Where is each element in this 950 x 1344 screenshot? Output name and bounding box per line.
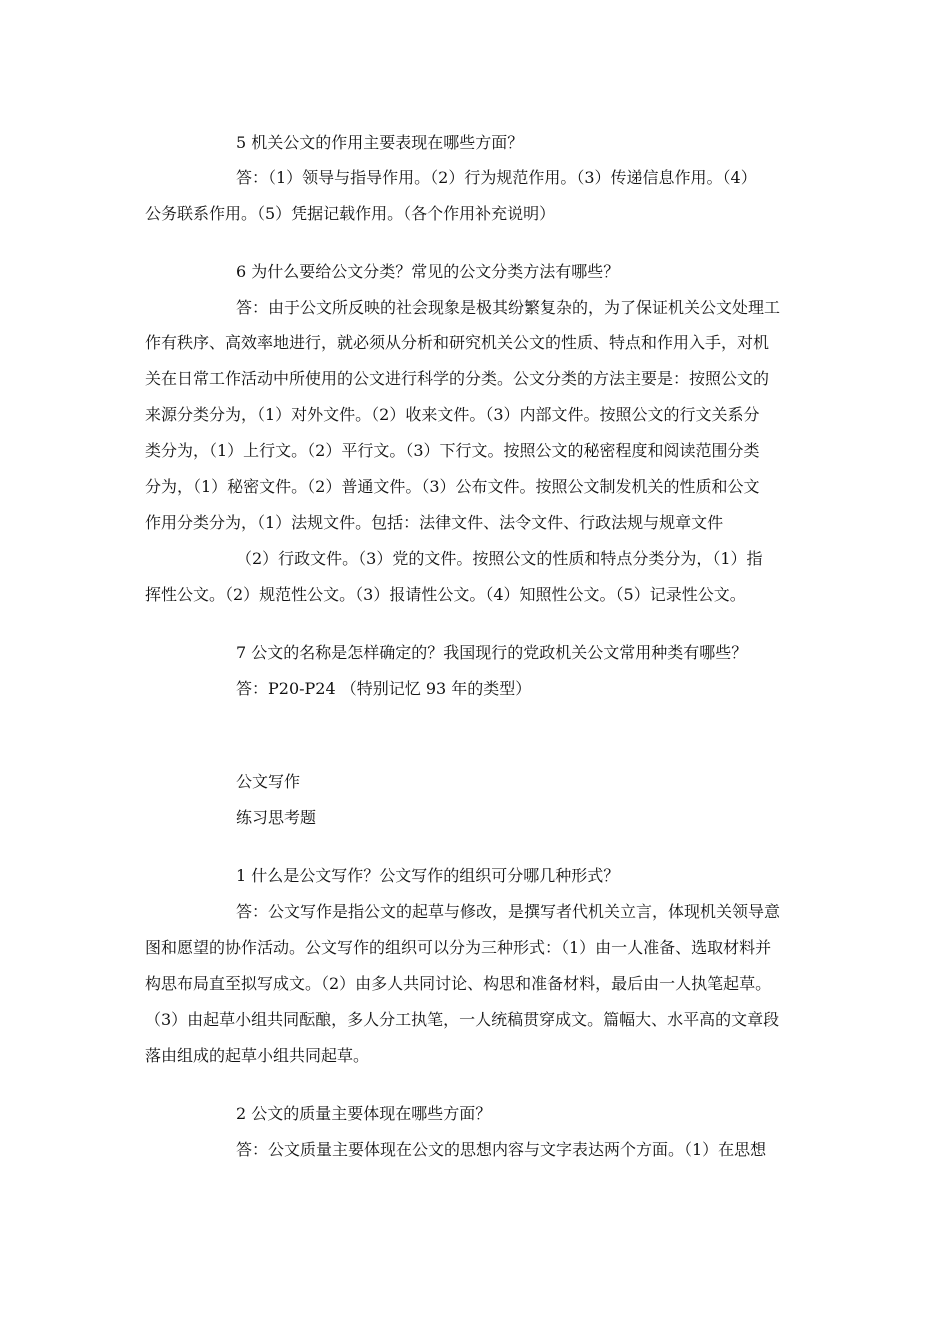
answer-6-line-2: 作有秩序、高效率地进行，就必须从分析和研究机关公文的性质、特点和作用入手，对机 — [145, 333, 770, 352]
answer-6-line-3: 关在日常工作活动中所使用的公文进行科学的分类。公文分类的方法主要是：按照公文的 — [145, 369, 770, 388]
writing-answer-1-line-3: 构思布局直至拟写成文。（2）由多人共同讨论、构思和准备材料，最后由一人执笔起草。 — [145, 974, 772, 993]
answer-6-line-8: （2）行政文件。（3）党的文件。按照公文的性质和特点分类分为，（1）指 — [236, 549, 763, 568]
question-6: 6 为什么要给公文分类？常见的公文分类方法有哪些？ — [236, 262, 620, 281]
answer-6-line-1: 答：由于公文所反映的社会现象是极其纷繁复杂的，为了保证机关公文处理工 — [236, 298, 781, 317]
question-7: 7 公文的名称是怎样确定的？我国现行的党政机关公文常用种类有哪些？ — [236, 643, 748, 662]
question-5: 5 机关公文的作用主要表现在哪些方面？ — [236, 133, 524, 152]
answer-6-line-4: 来源分类分为，（1）对外文件。（2）收来文件。（3）内部文件。按照公文的行文关系分 — [145, 405, 760, 424]
section-title: 公文写作 — [236, 772, 301, 791]
writing-answer-1-line-4: （3）由起草小组共同酝酿，多人分工执笔，一人统稿贯穿成文。篇幅大、水平高的文章段 — [145, 1010, 780, 1029]
answer-5-line-2: 公务联系作用。（5）凭据记载作用。（各个作用补充说明） — [145, 204, 556, 223]
answer-7-line-1: 答：P20-P24 （特别记忆 93 年的类型） — [236, 679, 532, 698]
writing-answer-1-line-2: 图和愿望的协作活动。公文写作的组织可以分为三种形式：（1）由一人准备、选取材料并 — [145, 938, 772, 957]
writing-answer-1-line-5: 落由组成的起草小组共同起草。 — [145, 1046, 370, 1065]
answer-6-line-7: 作用分类分为，（1）法规文件。包括：法律文件、法令文件、行政法规与规章文件 — [145, 513, 724, 532]
answer-6-line-6: 分为，（1）秘密文件。（2）普通文件。（3）公布文件。按照公文制发机关的性质和公文 — [145, 477, 760, 496]
writing-question-1: 1 什么是公文写作？公文写作的组织可分哪几种形式？ — [236, 866, 620, 885]
section-subtitle: 练习思考题 — [236, 808, 317, 827]
writing-answer-1-line-1: 答：公文写作是指公文的起草与修改，是撰写者代机关立言，体现机关领导意 — [236, 902, 781, 921]
answer-6-line-9: 挥性公文。（2）规范性公文。（3）报请性公文。（4）知照性公文。（5）记录性公文。 — [145, 585, 746, 604]
writing-question-2: 2 公文的质量主要体现在哪些方面？ — [236, 1104, 492, 1123]
answer-5-line-1: 答：（1）领导与指导作用。（2）行为规范作用。（3）传递信息作用。（4） — [236, 168, 757, 187]
writing-answer-2-line-1: 答：公文质量主要体现在公文的思想内容与文字表达两个方面。（1）在思想 — [236, 1140, 767, 1159]
answer-6-line-5: 类分为，（1）上行文。（2）平行文。（3）下行文。按照公文的秘密程度和阅读范围分类 — [145, 441, 760, 460]
